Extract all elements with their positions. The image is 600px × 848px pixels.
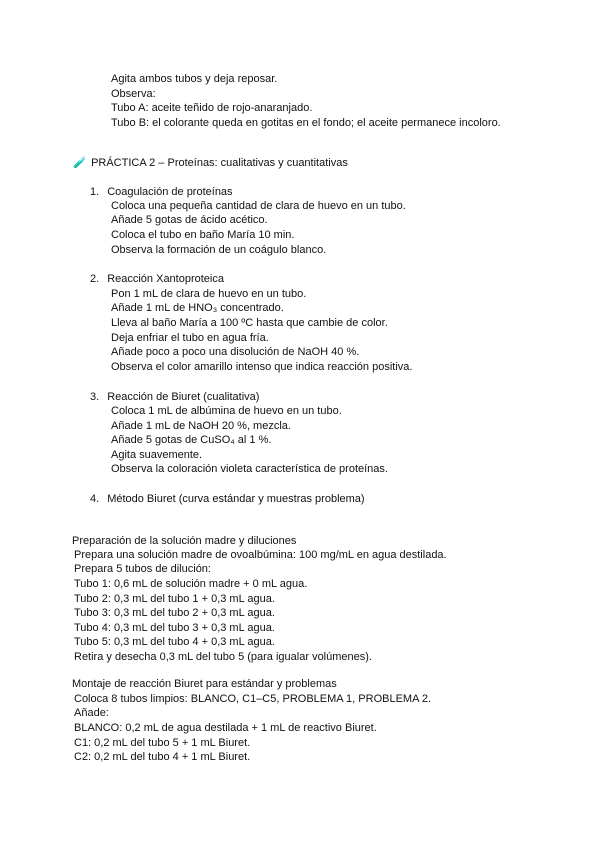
section-step: Agita suavemente. (111, 449, 203, 461)
section-number: 2. (90, 273, 100, 285)
intro-line: Agita ambos tubos y deja reposar. (111, 73, 278, 85)
assembly-line: C2: 0,2 mL del tubo 4 + 1 mL Biuret. (74, 751, 251, 763)
section-step: Coloca el tubo en baño María 10 min. (111, 229, 295, 241)
preparation-line: Retira y desecha 0,3 mL del tubo 5 (para igualar volúmenes). (74, 651, 372, 663)
section-step: Coloca 1 mL de albúmina de huevo en un tubo. (111, 405, 342, 417)
preparation-line: Prepara una solución madre de ovoalbúmina: 100 mg/mL en agua destilada. (74, 549, 447, 561)
section-step: Observa la coloración violeta característica de proteínas. (111, 463, 388, 475)
assembly-line: Añade: (74, 707, 109, 719)
section-step: Pon 1 mL de clara de huevo en un tubo. (111, 288, 307, 300)
preparation-line: Prepara 5 tubos de dilución: (74, 563, 211, 575)
intro-line: Observa: (111, 88, 156, 100)
practice-heading-text: PRÁCTICA 2 – Proteínas: cualitativas y cuantitativas (91, 157, 348, 169)
assembly-title: Montaje de reacción Biuret para estándar y problemas (72, 678, 337, 690)
section-step: Lleva al baño María a 100 ºC hasta que cambie de color. (111, 317, 388, 329)
section-step: Añade poco a poco una disolución de NaOH 40 %. (111, 346, 360, 358)
intro-line: Tubo A: aceite teñido de rojo-anaranjado. (111, 102, 313, 114)
assembly-line: BLANCO: 0,2 mL de agua destilada + 1 mL de reactivo Biuret. (74, 722, 377, 734)
test-tube-icon: 🧪 (73, 157, 87, 169)
section-step: Añade 5 gotas de CuSO₄ al 1 %. (111, 434, 272, 446)
section-number: 1. (90, 186, 100, 198)
preparation-line: Tubo 5: 0,3 mL del tubo 4 + 0,3 mL agua. (74, 636, 275, 648)
section-title-text: Método Biuret (curva estándar y muestras problema) (107, 493, 365, 505)
section-title (90, 492, 365, 506)
section-title (90, 185, 233, 199)
section-step: Coloca una pequeña cantidad de clara de huevo en un tubo. (111, 200, 406, 212)
preparation-line: Tubo 1: 0,6 mL de solución madre + 0 mL agua. (74, 578, 308, 590)
preparation-line: Tubo 2: 0,3 mL del tubo 1 + 0,3 mL agua. (74, 593, 275, 605)
section-step: Añade 1 mL de HNO₃ concentrado. (111, 302, 284, 314)
preparation-line: Tubo 4: 0,3 mL del tubo 3 + 0,3 mL agua. (74, 622, 275, 634)
practice-heading (73, 156, 348, 170)
preparation-line: Tubo 3: 0,3 mL del tubo 2 + 0,3 mL agua. (74, 607, 275, 619)
section-step: Observa el color amarillo intenso que indica reacción positiva. (111, 361, 413, 373)
section-title-text: Reacción de Biuret (cualitativa) (107, 391, 260, 403)
section-title (90, 390, 259, 404)
assembly-line: C1: 0,2 mL del tubo 5 + 1 mL Biuret. (74, 737, 251, 749)
section-title-text: Reacción Xantoproteica (107, 273, 224, 285)
section-step: Añade 1 mL de NaOH 20 %, mezcla. (111, 420, 291, 432)
section-number: 4. (90, 493, 100, 505)
section-step: Añade 5 gotas de ácido acético. (111, 214, 268, 226)
section-title-text: Coagulación de proteínas (107, 186, 233, 198)
intro-line: Tubo B: el colorante queda en gotitas en el fondo; el aceite permanece incoloro. (111, 117, 501, 129)
section-step: Deja enfriar el tubo en agua fría. (111, 332, 269, 344)
preparation-title: Preparación de la solución madre y diluciones (72, 535, 297, 547)
section-number: 3. (90, 391, 100, 403)
section-title (90, 272, 224, 286)
section-step: Observa la formación de un coágulo blanco. (111, 244, 327, 256)
assembly-line: Coloca 8 tubos limpios: BLANCO, C1–C5, PROBLEMA 1, PROBLEMA 2. (74, 693, 432, 705)
